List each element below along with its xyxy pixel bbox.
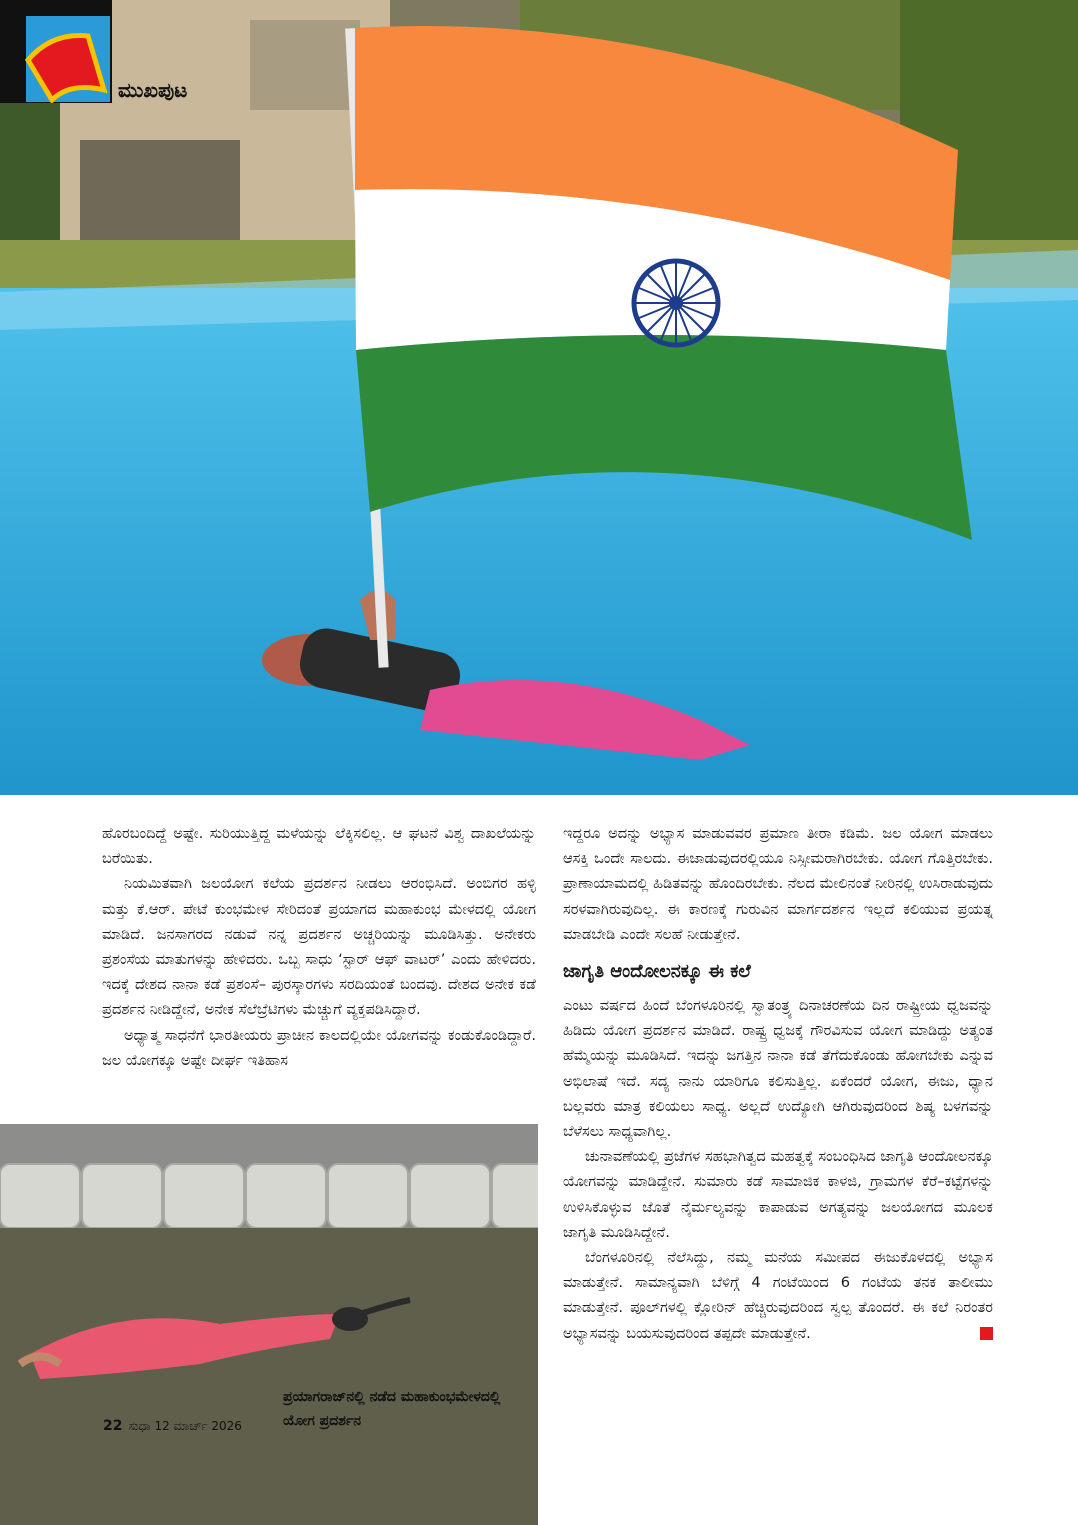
page-number: 22: [103, 1418, 123, 1434]
article-right-column: [563, 821, 993, 1346]
article-subhead: ಜಾಗೃತಿ ಆಂದೋಲನಕ್ಕೂ ಈ ಕಲೆ: [563, 961, 751, 983]
article-paragraph: ಚುನಾವಣೆಯಲ್ಲಿ ಪ್ರಜೆಗಳ ಸಹಭಾಗಿತ್ವದ ಮಹತ್ವಕ್ಕೆ ಸಂಬಂಧಿಸಿದ ಜಾಗೃತಿ ಆಂದೋಲನಕ್ಕೂ ಯೋಗವನ್ನು ಮಾಡಿದ್ದೇನೆ. ಸುಮಾರು ಕಡೆ ಸಾಮಾಜಿಕ ಕಾಳಜಿ, ಗ್ರಾಮಗಳ ಕೆರೆ–ಕಟ್ಟೆಗಳನ್ನು ಉಳಿಸಿಕೊಳ್ಳುವ ಜೊತೆ ನೈರ್ಮಲ್ಯವನ್ನು ಕಾಪಾಡುವ ಅಗತ್ಯವನ್ನು ಜಲಯೋಗದ ಮೂಲಕ ಜಾಗೃತಿ ಮೂಡಿಸಿದ್ದೇನೆ.: [563, 1148, 993, 1241]
issue-info: ಸುಧಾ 12 ಮಾರ್ಚ್ 2026: [128, 1419, 242, 1433]
article-left-column: [102, 821, 536, 1073]
article-paragraph: ಬೆಂಗಳೂರಿನಲ್ಲಿ ನೆಲೆಸಿದ್ದು, ನಮ್ಮ ಮನೆಯ ಸಮೀಪದ ಈಜುಕೊಳದಲ್ಲಿ ಅಭ್ಯಾಸ ಮಾಡುತ್ತೇನೆ. ಸಾಮಾನ್ಯವಾಗಿ ಬೆಳಿಗ್ಗೆ 4 ಗಂಟೆಯಿಂದ 6 ಗಂಟೆಯ ತನಕ ತಾಲೀಮು ಮಾಡುತ್ತೇನೆ. ಪೂಲ್‌ಗಳಲ್ಲಿ ಕ್ಲೋರಿನ್ ಹೆಚ್ಚಿರುವುದರಿಂದ ಸ್ವಲ್ಪ ತೊಂದರೆ. ಈ ಕಲೆ ನಿರಂತರ ಅಭ್ಯಾಸವನ್ನು ಬಯಸುವುದರಿಂದ ತಪ್ಪದೇ ಮಾಡುತ್ತೇನೆ.: [563, 1249, 993, 1342]
article-paragraph: ನಿಯಮಿತವಾಗಿ ಜಲಯೋಗ ಕಲೆಯ ಪ್ರದರ್ಶನ ನೀಡಲು ಆರಂಭಿಸಿದೆ. ಅಂಬಿಗರ ಹಳ್ಳಿ ಮತ್ತು ಕೆ.ಆರ್. ಪೇಟೆ ಕುಂಭಮೇಳ ಸೇರಿದಂತೆ ಪ್ರಯಾಗದ ಮಹಾಕುಂಭ ಮೇಳದಲ್ಲಿ ಯೋಗ ಮಾಡಿದೆ. ಜನಸಾಗರದ ನಡುವೆ ನನ್ನ ಪ್ರದರ್ಶನ ಅಚ್ಚರಿಯನ್ನು ಮೂಡಿಸಿತ್ತು. ಅನೇಕರು ಪ್ರಶಂಸೆಯ ಮಾತುಗಳನ್ನು ಹೇಳಿದರು. ಒಬ್ಬ ಸಾಧು ‘ಸ್ಟಾರ್ ಆಫ್ ವಾಟರ್’ ಎಂದು ಹೇಳಿದರು. ಇದಕ್ಕೆ ದೇಶದ ನಾನಾ ಕಡೆ ಪ್ರಶಂಸೆ– ಪುರಸ್ಕಾರಗಳು ಸರದಿಯಂತೆ ಬಂದವು. ದೇಶದ ಅನೇಕ ಕಡೆ ಪ್ರದರ್ಶನ ನೀಡಿದ್ದೇನೆ, ಅನೇಕ ಸೆಲೆಬ್ರೆಟಿಗಳು ಮೆಚ್ಚುಗೆ ವ್ಯಕ್ತಪಡಿಸಿದ್ದಾರೆ.: [102, 875, 536, 1019]
section-logo: [0, 0, 112, 103]
page-footer: [103, 1418, 242, 1434]
inset-photo: [0, 1124, 538, 1525]
kumbh-water-yoga-illustration: [0, 1124, 538, 1525]
article-paragraph: ಎಂಟು ವರ್ಷದ ಹಿಂದೆ ಬೆಂಗಳೂರಿನಲ್ಲಿ ಸ್ವಾತಂತ್ರ್ಯ ದಿನಾಚರಣೆಯ ದಿನ ರಾಷ್ಟ್ರೀಯ ಧ್ವಜವನ್ನು ಹಿಡಿದು ಯೋಗ ಪ್ರದರ್ಶನ ಮಾಡಿದೆ. ರಾಷ್ಟ್ರ ಧ್ವಜಕ್ಕೆ ಗೌರವಿಸುವ ಯೋಗ ಮಾಡಿದ್ದು ಅತ್ಯಂತ ಹೆಮ್ಮೆಯನ್ನು ಮೂಡಿಸಿದೆ. ಇದನ್ನು ಜಗತ್ತಿನ ನಾನಾ ಕಡೆ ತೆಗೆದುಕೊಂಡು ಹೋಗಬೇಕು ಎನ್ನುವ ಅಭಿಲಾಷೆ ಇದೆ. ಸದ್ಯ ನಾನು ಯಾರಿಗೂ ಕಲಿಸುತ್ತಿಲ್ಲ. ಏಕೆಂದರೆ ಯೋಗ, ಈಜು, ಧ್ಯಾನ ಬಲ್ಲವರು ಮಾತ್ರ ಕಲಿಯಲು ಸಾಧ್ಯ. ಅಲ್ಲದೆ ಉದ್ಯೋಗಿ ಆಗಿರುವುದರಿಂದ ಶಿಷ್ಯ ಬಳಗವನ್ನು ಬೆಳೆಸಲು ಸಾಧ್ಯವಾಗಿಲ್ಲ.: [563, 997, 993, 1141]
section-label: ಮುಖಪುಟ: [118, 78, 188, 102]
end-of-article-mark: [980, 1327, 993, 1340]
article-paragraph: ಇದ್ದರೂ ಅದನ್ನು ಅಭ್ಯಾಸ ಮಾಡುವವರ ಪ್ರಮಾಣ ತೀರಾ ಕಡಿಮೆ. ಜಲ ಯೋಗ ಮಾಡಲು ಆಸಕ್ತಿ ಒಂದೇ ಸಾಲದು. ಈಜಾಡುವುದರಲ್ಲಿಯೂ ನಿಸ್ಸೀಮರಾಗಿರಬೇಕು. ಯೋಗ ಗೊತ್ತಿರಬೇಕು. ಪ್ರಾಣಾಯಾಮದಲ್ಲಿ ಹಿಡಿತವನ್ನು ಹೊಂದಿರಬೇಕು. ನೆಲದ ಮೇಲಿನಂತೆ ನೀರಿನಲ್ಲಿ ಉಸಿರಾಡುವುದು ಸರಳವಾಗಿರುವುದಿಲ್ಲ. ಈ ಕಾರಣಕ್ಕೆ ಗುರುವಿನ ಮಾರ್ಗದರ್ಶನ ಇಲ್ಲದೆ ಕಲಿಯುವ ಪ್ರಯತ್ನ ಮಾಡಬೇಡಿ ಎಂದೇ ಸಲಹೆ ನೀಡುತ್ತೇನೆ.: [563, 825, 993, 943]
article-paragraph: ಹೊರಬಂದಿದ್ದೆ ಅಷ್ಟೇ. ಸುರಿಯುತ್ತಿದ್ದ ಮಳೆಯನ್ನು ಲೆಕ್ಕಿಸಲಿಲ್ಲ. ಆ ಘಟನೆ ವಿಶ್ವ ದಾಖಲೆಯನ್ನು ಬರೆಯಿತು.: [102, 825, 536, 868]
inset-photo-caption: ಪ್ರಯಾಗರಾಜ್‌ನಲ್ಲಿ ನಡೆದ ಮಹಾಕುಂಭಮೇಳದಲ್ಲಿ ಯೋಗ ಪ್ರದರ್ಶನ: [283, 1389, 501, 1429]
book-logo-icon: [0, 0, 112, 103]
article-paragraph: ಅಧ್ಯಾತ್ಮ ಸಾಧನೆಗೆ ಭಾರತೀಯರು ಪ್ರಾಚೀನ ಕಾಲದಲ್ಲಿಯೇ ಯೋಗವನ್ನು ಕಂಡುಕೊಂಡಿದ್ದಾರೆ. ಜಲ ಯೋಗಕ್ಕೂ ಅಷ್ಟೇ ದೀರ್ಘ ಇತಿಹಾಸ: [102, 1026, 536, 1069]
